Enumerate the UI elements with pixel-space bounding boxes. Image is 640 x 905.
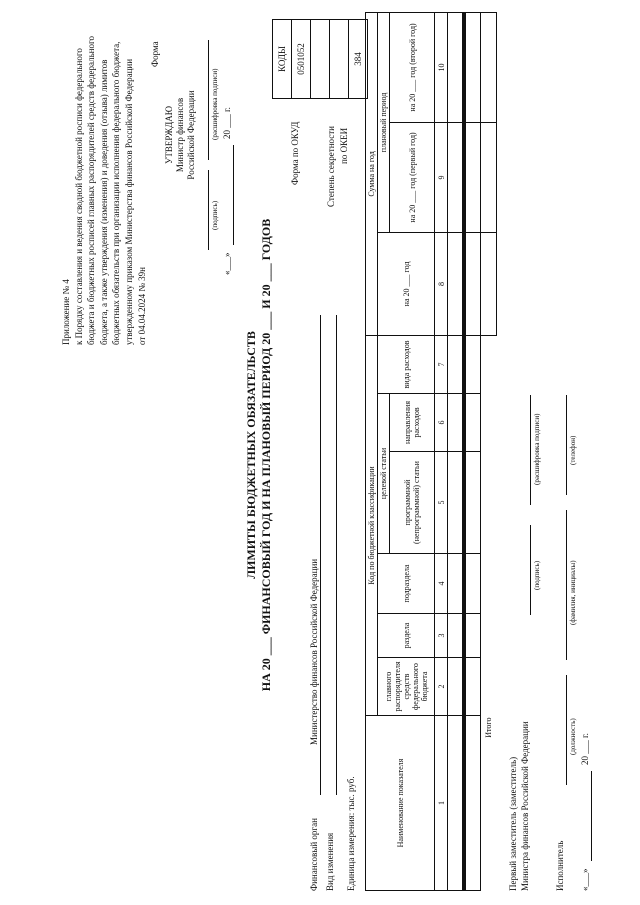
- col-num: 3: [435, 614, 448, 658]
- executor-date-year: 20 ___ г.: [580, 733, 590, 765]
- table-cell: [464, 658, 481, 716]
- table-cell: [448, 232, 465, 335]
- header-vid: вида расходов: [378, 335, 435, 393]
- table-cell: [464, 335, 481, 393]
- deputy-title-line-2: Министра финансов Российской Федерации: [520, 721, 530, 891]
- deputy-decode-caption: (расшифровка подписи): [533, 413, 541, 485]
- codes-table: [272, 19, 368, 99]
- appendix-line-2: к Порядку составления и ведения сводной бюджетной росписи федерального: [73, 48, 84, 345]
- appendix-line-5: бюджетных обязательств при организации исполнения федерального бюджета,: [111, 41, 122, 345]
- header-year-2: на 20 ___ год (второй год): [390, 12, 435, 122]
- approval-decode-caption: (расшифровка подписи): [211, 68, 219, 140]
- header-razdel: раздела: [378, 614, 435, 658]
- header-program: программной (непрограммной) статьи: [390, 452, 435, 554]
- secrecy-label: Степень секретности: [326, 126, 336, 207]
- table-cell: [464, 452, 481, 554]
- col-num: 9: [435, 122, 448, 232]
- table-cell: [448, 658, 465, 716]
- deputy-title-line-1: Первый заместитель (заместитель): [508, 756, 518, 891]
- table-cell: [481, 335, 497, 393]
- col-num: 1: [435, 716, 448, 891]
- code-cell-empty: [330, 20, 349, 99]
- appendix-line-4: бюджета, а также утверждения (изменения) и доведения (отзыва) лимитов: [98, 59, 109, 345]
- table-row: [464, 12, 481, 890]
- title-line-2: НА 20 ___ ФИНАНСОВЫЙ ГОД И НА ПЛАНОВЫЙ ПЕРИОД 20 ___ И 20 ___ ГОДОВ: [259, 218, 273, 692]
- header-sum: Сумма на год: [366, 12, 378, 335]
- total-cell: [481, 122, 497, 232]
- table-cell: [481, 394, 497, 452]
- executor-position-caption: (должность): [569, 718, 577, 755]
- table-cell: [464, 716, 481, 891]
- approval-date-year: 20 ___ г.: [222, 107, 232, 139]
- table-cell: [464, 394, 481, 452]
- executor-date-line: [591, 771, 592, 861]
- table-cell: [448, 614, 465, 658]
- total-row: [481, 12, 497, 890]
- appendix-line-1: Приложение № 4: [61, 279, 71, 345]
- approval-block: [164, 65, 197, 205]
- executor-phone-line: [566, 395, 567, 495]
- document-title: [244, 175, 274, 735]
- header-name: Наименование показателя: [366, 716, 435, 891]
- header-direction: направления расходов: [390, 394, 435, 452]
- approval-title: УТВЕРЖДАЮ: [164, 106, 174, 165]
- total-cell: [481, 232, 497, 335]
- table-cell: [464, 12, 481, 122]
- okud-value: 0501052: [292, 20, 311, 99]
- form-label: Форма: [150, 41, 160, 67]
- executor-date-prefix: «___»: [580, 868, 590, 891]
- table-cell: [448, 394, 465, 452]
- col-num: 7: [435, 335, 448, 393]
- executor-name-line: [566, 510, 567, 660]
- code-cell-empty: [311, 20, 330, 99]
- executor-phone-caption: (телефон): [569, 435, 577, 465]
- table-cell: [448, 12, 465, 122]
- deputy-signature-line: [530, 525, 531, 615]
- col-num: 4: [435, 554, 448, 614]
- table-cell: [481, 658, 497, 716]
- table-row: [448, 12, 465, 890]
- col-num: 10: [435, 12, 448, 122]
- approval-date-line: [233, 145, 234, 245]
- fin-organ-label: Финансовый орган: [309, 818, 319, 891]
- codes-header: КОДЫ: [273, 20, 292, 99]
- header-year-1: на 20 ___ год (первый год): [390, 122, 435, 232]
- limits-table: [365, 12, 497, 891]
- header-year: на 20 ___ год: [378, 232, 435, 335]
- table-cell: [448, 452, 465, 554]
- approval-date-prefix: «___»: [222, 252, 232, 275]
- header-grbs: главного распорядителя средств федерального бюджета: [378, 658, 435, 716]
- approval-signature-caption: (подпись): [211, 200, 219, 230]
- executor-position-line: [566, 675, 567, 785]
- approval-line-2: Российской Федерации: [186, 90, 196, 180]
- approval-signature-line: [208, 170, 209, 250]
- table-cell: [481, 452, 497, 554]
- approval-line-1: Министр финансов: [175, 97, 185, 173]
- table-cell: [448, 335, 465, 393]
- table-cell: [448, 122, 465, 232]
- col-num: 6: [435, 394, 448, 452]
- appendix-line-6: утвержденному приказом Министерства финансов Российской Федерации: [123, 58, 134, 345]
- approval-decode-line: [208, 40, 209, 160]
- table-cell: [448, 716, 465, 891]
- unit-label: Единица измерения: тыс. руб.: [346, 776, 356, 891]
- okei-value: 384: [349, 20, 368, 99]
- deputy-signature-caption: (подпись): [533, 560, 541, 590]
- appendix-block: [60, 36, 148, 345]
- fin-organ-value: Министерство финансов Российской Федерации: [309, 558, 319, 745]
- col-num: 8: [435, 232, 448, 335]
- okei-label: по ОКЕИ: [339, 127, 349, 164]
- deputy-decode-line: [530, 395, 531, 505]
- table-cell: [448, 554, 465, 614]
- appendix-line-7: от 04.04.2024 № 39н: [136, 267, 147, 345]
- header-planned: плановый период: [378, 12, 390, 232]
- table-cell: [464, 554, 481, 614]
- col-num: 2: [435, 658, 448, 716]
- executor-label: Исполнитель: [555, 840, 565, 891]
- table-cell: [464, 122, 481, 232]
- header-podrazdel: подраздела: [378, 554, 435, 614]
- header-code: Код по бюджетной классификации: [366, 335, 378, 715]
- col-num: 5: [435, 452, 448, 554]
- title-line-1: ЛИМИТЫ БЮДЖЕТНЫХ ОБЯЗАТЕЛЬСТВ: [244, 331, 258, 579]
- table-cell: [481, 554, 497, 614]
- header-target: целевой статьи: [378, 394, 390, 554]
- table-cell: [464, 614, 481, 658]
- total-label: Итого: [484, 717, 494, 738]
- appendix-line-3: бюджета и бюджетных росписей главных распорядителей средств федерального: [86, 36, 97, 345]
- table-cell: [481, 614, 497, 658]
- fin-organ-underline: [320, 315, 321, 795]
- change-type-label: Вид изменения: [325, 832, 335, 891]
- column-numbers-row: [435, 12, 448, 890]
- total-cell: [481, 12, 497, 122]
- okud-label: Форма по ОКУД: [290, 121, 300, 185]
- table-cell: [464, 232, 481, 335]
- change-type-underline: [336, 315, 337, 795]
- executor-name-caption: (фамилия, инициалы): [569, 560, 577, 625]
